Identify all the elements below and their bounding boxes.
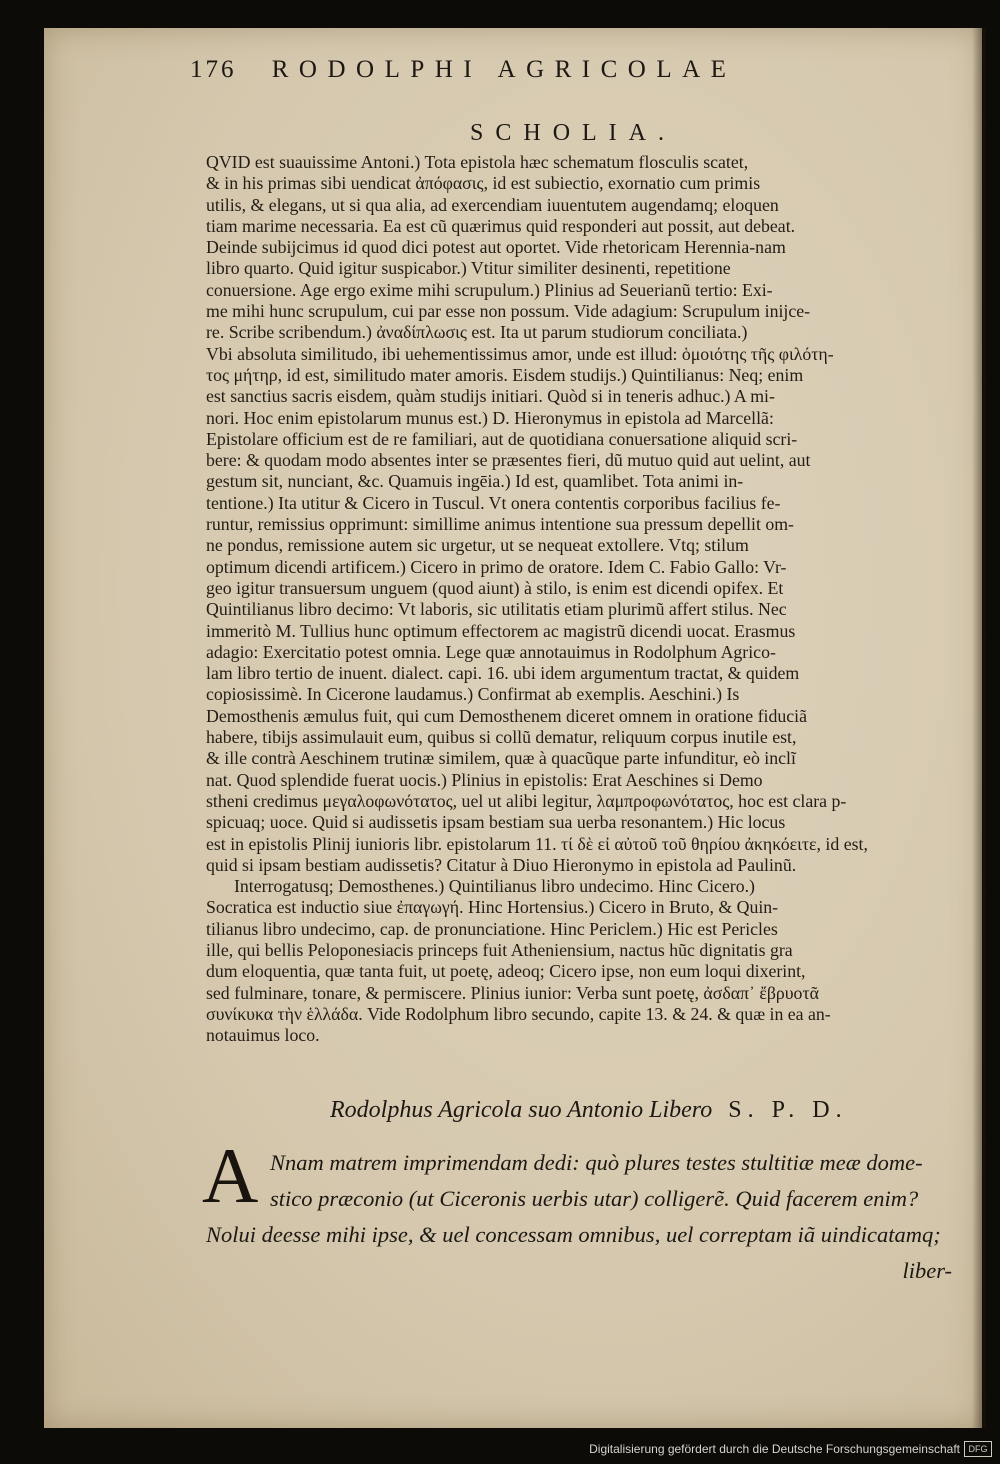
commentary-line: bere: & quodam modo absentes inter se præsentes fieri, dũ mutuo quid aut uelint, aut [206,450,811,471]
commentary-line: quid si ipsam bestiam audissetis? Citatur à Diuo Hieronymo in epistola ad Paulinũ. [206,854,797,875]
commentary-line: Vbi absoluta similitudo, ibi uehementissimus amor, unde est illud: ὁμοιότης τῆς φιλότη- [206,343,834,364]
running-title: RODOLPHI AGRICOLAE [271,56,737,83]
commentary-line: utilis, & elegans, ut si qua alia, ad exercendiam iuuentutem augendamq; eloquen [206,194,779,215]
commentary-line: notauimus loco. [206,1025,320,1046]
page-number: 176 [190,56,237,83]
commentary-line: habere, tibijs assimulauit eum, quibus si collũ dematur, reliquum corpus inutile est, [206,727,797,748]
letter-line: Nnam matrem imprimendam dedi: quò plures testes stultitiæ meæ dome- [270,1150,923,1175]
commentary-text [206,152,962,1046]
commentary-line: me mihi hunc scrupulum, cui par esse non possum. Vide adagium: Scrupulum inijce- [206,301,811,322]
commentary-line: sed fulminare, tonare, & permiscere. Plinius iunior: Verba sunt poetę, ἀσδαπ᾽ ἔβρυοτᾶ [206,982,819,1003]
letter-line: stico præconio (ut Ciceronis uerbis utar) colligerẽ. Quid facerem enim? [270,1186,919,1211]
commentary-line: τος μήτηρ, id est, similitudo mater amoris. Eisdem studijs.) Quintilianus: Neq; enim [206,364,804,385]
commentary-line: & ille contrà Aeschinem trutinæ similem, quæ à quacũque parte infunditur, eò inclĩ [206,748,796,769]
footer-credit: Digitalisierung gefördert durch die Deutsche Forschungsgemeinschaft [589,1442,960,1456]
letter-body [206,1145,962,1289]
commentary-line: Epistolare officium est de re familiari, aut de quotidiana conuersatione aliquid scri- [206,428,798,449]
commentary-line: dum eloquentia, quæ tanta fuit, ut poetę, adeoq; Cicero ipse, non eum loqui dixerint, [206,961,806,982]
commentary-line: stheni credimus μεγαλοφωνότατος, uel ut alibi legitur, λαμπροφωνότατος, hoc est clara p- [206,790,847,811]
commentary-line: Socratica est inductio siue ἐπαγωγή. Hinc Hortensius.) Cicero in Bruto, & Quin- [206,897,779,918]
commentary-line: nat. Quod splendide fuerat uocis.) Plinius in epistolis: Erat Aeschines si Demo [206,769,763,790]
commentary-line: est in epistolis Plinij iunioris libr. epistolarum 11. τί δὲ εἰ αὐτοῦ τοῦ θηρίου ἀκηκόειτε, id est, [206,833,868,854]
letter-salutation: S. P. D. [728,1097,848,1123]
commentary-line: συνίκυκα τὴν ἑλλάδα. Vide Rodolphum libro secundo, capite 13. & 24. & quæ in ea an- [206,1003,831,1024]
commentary-line: lam libro tertio de inuent. dialect. capi. 16. ubi idem argumentum tractat, & quidem [206,663,800,684]
commentary-line: gestum sit, nunciant, &c. Quamuis ingēia.) Id est, quamlibet. Tota animi in- [206,471,744,492]
commentary-line: tilianus libro undecimo, cap. de pronunciatione. Hinc Periclem.) Hic est Pericles [206,918,778,939]
letter-line: liber- [902,1258,952,1283]
commentary-line: Interrogatusq; Demosthenes.) Quintilianus libro undecimo. Hinc Cicero.) [234,876,755,897]
commentary-line: ne pondus, remissione autem sic urgetur, ut se nequeat extollere. Vtq; stilum [206,535,749,556]
commentary-line: immeritò M. Tullius hunc optimum effectorem ac magistrũ dicendi uocat. Erasmus [206,620,796,641]
commentary-line: nori. Hoc enim epistolarum munus est.) D. Hieronymus in epistola ad Marcellã: [206,407,774,428]
commentary-line: conuersione. Age ergo exime mihi scrupulum.) Plinius ad Seuerianũ tertio: Exi- [206,279,773,300]
letter-line: Nolui deesse mihi ipse, & uel concessam omnibus, uel correptam iã uindicatamq; [206,1222,941,1247]
commentary-line: & in his primas sibi uendicat ἀπόφασις, id est subiectio, exornatio cum primis [206,173,761,194]
running-head [190,56,910,84]
commentary-line: ille, qui bellis Peloponesiacis princeps fuit Atheniensium, nactus hũc dignitatis gra [206,939,793,960]
commentary-line: Demosthenis æmulus fuit, qui cum Demosthenem diceret omnem in oratione fiduciã [206,705,807,726]
commentary-line: QVID est suauissime Antoni.) Tota epistola hæc schematum flosculis scatet, [206,152,749,172]
commentary-line: libro quarto. Quid igitur suspicabor.) Vtitur similiter desinenti, repetitione [206,258,731,279]
commentary-line: optimum dicendi artificem.) Cicero in primo de oratore. Idem C. Fabio Gallo: Vr- [206,556,787,577]
commentary-line: Deinde subijcimus id quod dici potest aut oportet. Vide rhetoricam Herennia-nam [206,237,786,258]
letter-title [330,1097,848,1124]
footer-bar [0,1436,1000,1464]
commentary-line: adagio: Exercitatio potest omnia. Lege quæ annotauimus in Rodolphum Agrico- [206,641,776,662]
commentary-line: tentione.) Ita utitur & Cicero in Tuscul. Vt onera contentis corporibus facilius fe- [206,492,781,513]
commentary-line: geo igitur transuersum unguem (quod aiunt) à stilo, is enim est dicendi opifex. Et [206,577,784,598]
commentary-line: Quintilianus libro decimo: Vt laboris, sic utilitatis etiam plurimũ affert stilus. Nec [206,599,787,620]
commentary-line: re. Scribe scribendum.) ἀναδίπλωσις est. Ita ut parum studiorum conciliata.) [206,322,748,343]
commentary-line: copiosissimè. In Cicerone laudamus.) Confirmat ab exemplis. Aeschini.) Is [206,684,740,705]
commentary-line: tiam marime necessaria. Ea est cũ quærimus quid responderi aut possit, aut debeat. [206,215,796,236]
dfg-logo-icon: DFG [964,1441,992,1457]
letter-heading: Rodolphus Agricola suo Antonio Libero [330,1097,713,1123]
commentary-line: est sanctius sacris eisdem, quàm studijs initiari. Quòd si in teneris adhuc.) A mi- [206,386,775,407]
commentary-line: spicuaq; uoce. Quid si audissetis ipsam bestiam sua uerba resonantem.) Hic locus [206,812,786,833]
commentary-line: runtur, remissius opprimunt: simillime animus intentione sua pressum depellit om- [206,514,794,535]
section-title: SCHOLIA. [470,120,677,146]
letter-dropcap: A [202,1132,259,1219]
